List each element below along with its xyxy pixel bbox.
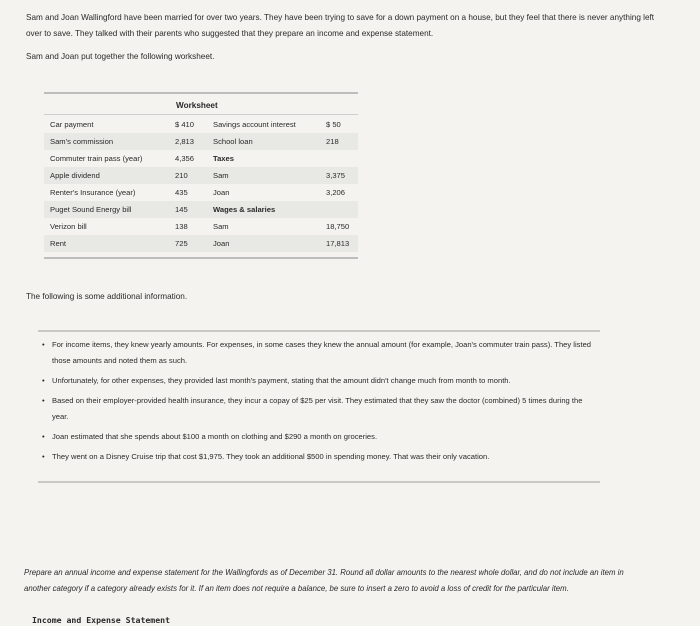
row-amount-2: 17,813 [326, 239, 350, 248]
list-item: • They went on a Disney Cruise trip that cost $1,975. They took an additional $500 in spending money. That was their only vacation. [42, 449, 594, 465]
row-label-2: Joan [213, 188, 230, 197]
row-amount: 138 [175, 222, 188, 231]
table-row [44, 150, 358, 167]
row-label: Rent [50, 239, 67, 248]
row-amount: 2,813 [175, 137, 195, 146]
table-row [44, 133, 358, 150]
row-label: Car payment [50, 120, 94, 129]
worksheet-title: Worksheet [176, 101, 218, 110]
row-label-2: Joan [213, 239, 230, 248]
row-label: Commuter train pass (year) [50, 154, 143, 163]
additional-info-intro: The following is some additional information. [26, 292, 188, 301]
list-item: • Joan estimated that she spends about $100 a month on clothing and $290 a month on groceries. [42, 429, 594, 445]
instructions: Prepare an annual income and expense statement for the Wallingfords as of December 31. Round all dollar amounts to the nearest whole dollar, and do not include an item in another category if a category already exists for it. If an item does not require a balance, be sure to insert a zero to avoid a loss of credit for the particular item. [24, 568, 624, 593]
statement-title: Income and Expense Statement [32, 615, 171, 625]
table-row [44, 116, 358, 133]
row-amount: 725 [175, 239, 188, 248]
row-amount: 145 [175, 205, 188, 214]
table-row [44, 218, 358, 235]
info-bottom-rule [38, 481, 600, 483]
table-row [44, 235, 358, 252]
worksheet-bottom-rule [44, 257, 358, 259]
row-amount-2: 218 [326, 137, 339, 146]
intro-paragraph: Sam and Joan Wallingford have been married for over two years. They have been trying to save for a down payment on a house, but they feel that there is never anything left over to save. They talked with their parents who suggested that they prepare an income and expense statement. [26, 13, 655, 38]
row-amount-2: $ 50 [326, 120, 341, 129]
table-row [44, 201, 358, 218]
list-item: • Unfortunately, for other expenses, they provided last month's payment, stating that the amount didn't change much from month to month. [42, 373, 594, 389]
additional-info-list [42, 337, 594, 469]
list-item: • For income items, they knew yearly amounts. For expenses, in some cases they knew the annual amount (for example, Joan's commuter train pass). They listed those amounts and noted them as such. [42, 337, 594, 369]
row-label-2: Savings account interest [213, 120, 296, 129]
row-label: Sam's commission [50, 137, 114, 146]
row-label: Verizon bill [50, 222, 87, 231]
row-amount: 210 [175, 171, 188, 180]
row-label: Renter's Insurance (year) [50, 188, 136, 197]
row-amount-2: 3,375 [326, 171, 346, 180]
row-label-2: Sam [213, 171, 229, 180]
row-label-2: Taxes [213, 154, 234, 163]
row-label-2: Sam [213, 222, 229, 231]
worksheet-note: Sam and Joan put together the following worksheet. [26, 52, 215, 61]
worksheet-header-rule [44, 114, 358, 115]
row-amount: $ 410 [175, 120, 195, 129]
table-row [44, 184, 358, 201]
list-item: • Based on their employer-provided health insurance, they incur a copay of $25 per visit. They estimated that they saw the doctor (combined) 5 times during the year. [42, 393, 594, 425]
row-label-2: Wages & salaries [213, 205, 276, 214]
row-label: Puget Sound Energy bill [50, 205, 132, 214]
table-row [44, 167, 358, 184]
worksheet-top-rule [44, 92, 358, 94]
row-amount-2: 3,206 [326, 188, 346, 197]
row-amount-2: 18,750 [326, 222, 350, 231]
row-label-2: School loan [213, 137, 253, 146]
row-amount: 4,356 [175, 154, 195, 163]
row-amount: 435 [175, 188, 188, 197]
row-label: Apple dividend [50, 171, 100, 180]
info-top-rule [38, 330, 600, 332]
